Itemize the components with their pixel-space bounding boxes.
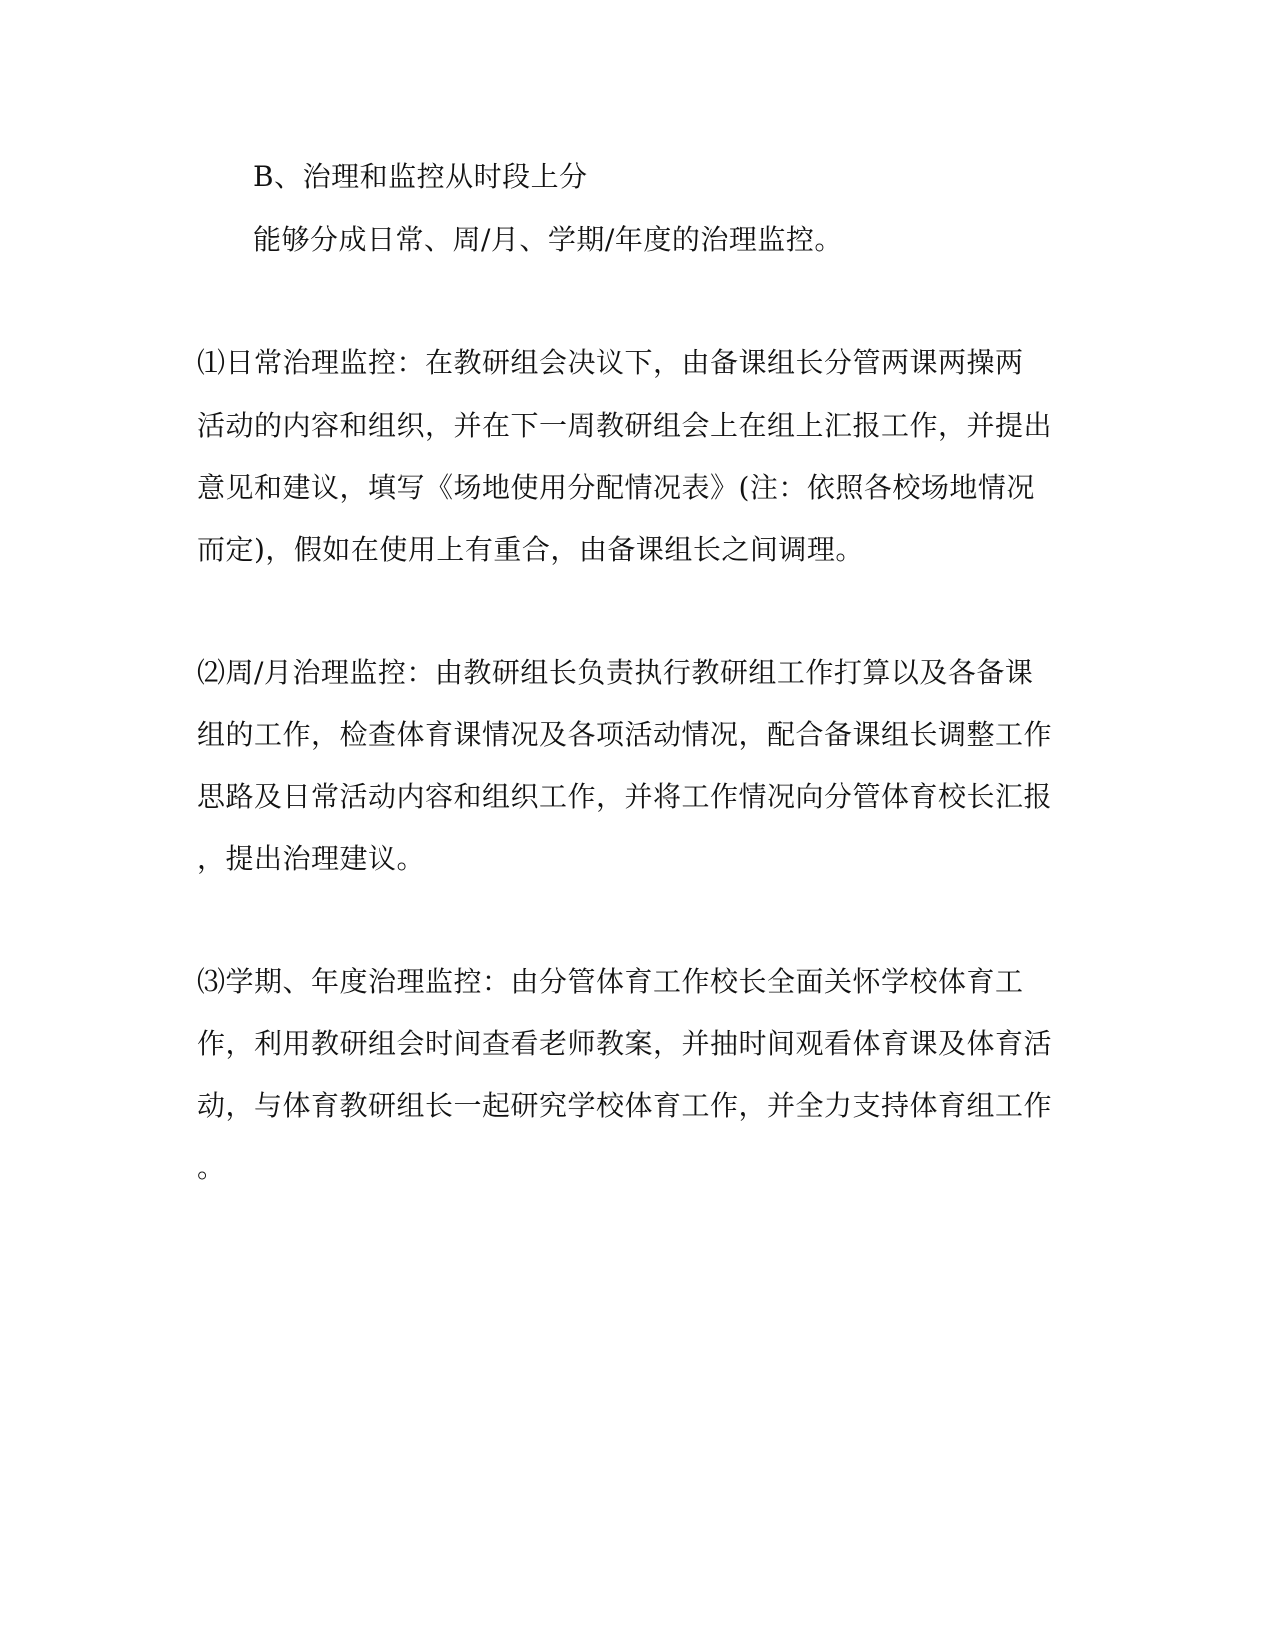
paragraph-line: ⑵周/月治理监控：由教研组长负责执行教研组工作打算以及各备课 <box>197 656 1034 689</box>
paragraph-line: 而定)，假如在使用上有重合，由备课组长之间调理。 <box>197 533 864 566</box>
paragraph-line: 思路及日常活动内容和组织工作，并将工作情况向分管体育校长汇报 <box>197 780 1053 813</box>
section-heading: B、治理和监控从时段上分 <box>253 160 588 193</box>
paragraph-line: 活动的内容和组织，并在下一周教研组会上在组上汇报工作，并提出 <box>197 409 1053 442</box>
paragraph-line: ，提出治理建议。 <box>197 842 426 875</box>
paragraph-line: 意见和建议，填写《场地使用分配情况表》(注：依照各校场地情况 <box>197 471 1035 504</box>
paragraph-line: 作，利用教研组会时间查看老师教案，并抽时间观看体育课及体育活 <box>197 1027 1053 1060</box>
paragraph-line: ⑴日常治理监控：在教研组会决议下，由备课组长分管两课两操两 <box>197 346 1024 379</box>
intro-text: 能够分成日常、周/月、学期/年度的治理监控。 <box>253 223 843 256</box>
paragraph-line: 。 <box>197 1151 226 1184</box>
paragraph-line: 组的工作，检查体育课情况及各项活动情况，配合备课组长调整工作 <box>197 718 1053 751</box>
paragraph-line: ⑶学期、年度治理监控：由分管体育工作校长全面关怀学校体育工 <box>197 965 1024 998</box>
paragraph-line: 动，与体育教研组长一起研究学校体育工作，并全力支持体育组工作 <box>197 1089 1053 1122</box>
